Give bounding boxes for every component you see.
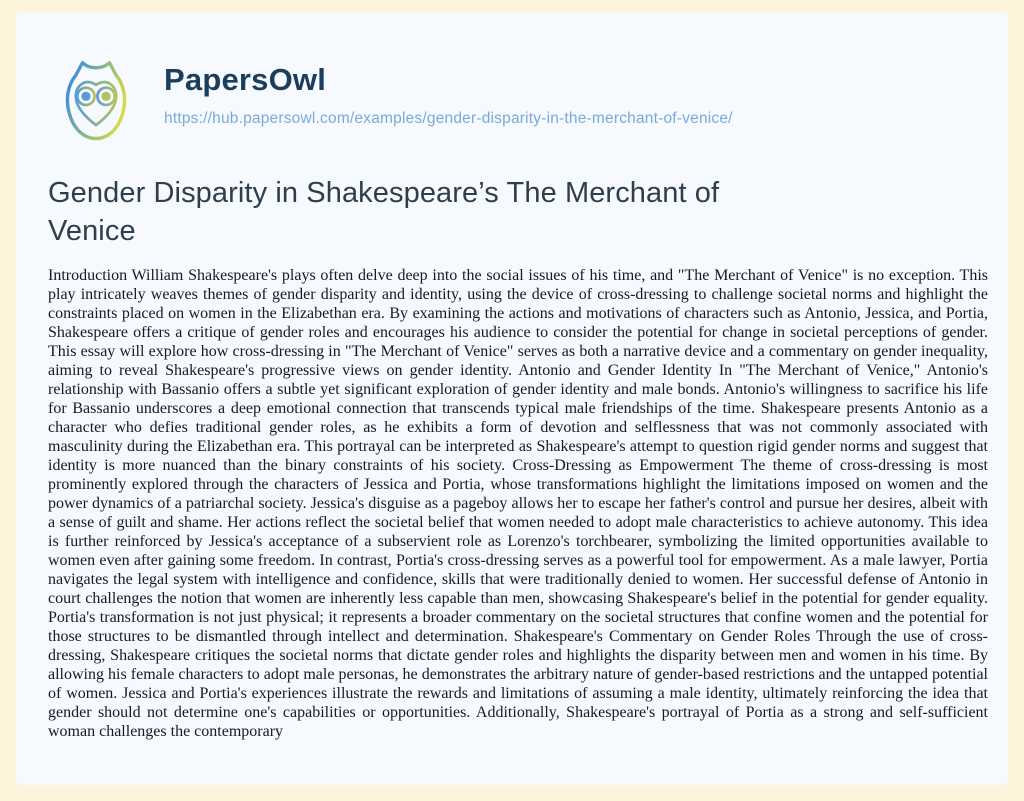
brand-name: PapersOwl (164, 62, 327, 97)
brand-block (164, 56, 733, 128)
site-header (16, 12, 1008, 152)
document-card (16, 12, 1008, 785)
page-title: Gender Disparity in Shakespeare’s The Merchant of Venice (48, 177, 720, 248)
essay-body-text: Introduction William Shakespeare's plays often delve deep into the social issues of his time, and "The Merchant of Venice" is no exception. This play intricately weaves themes of gender disparity and identity, using the device of cross-dressing to challenge societal norms and highlight the constraints placed on women in the Elizabethan era. By examining the actions and motivations of characters such as Antonio, Jessica, and Portia, Shakespeare offers a critique of gender roles and encourages his audience to consider the potential for change in societal perceptions of gender. This essay will explore how cross-dressing in "The Merchant of Venice" serves as both a narrative device and a commentary on gender inequality, aiming to reveal Shakespeare's progressive views on gender identity. Antonio and Gender Identity In "The Merchant of Venice," Antonio's relationship with Bassanio offers a subtle yet significant exploration of gender identity and male bonds. Antonio's willingness to sacrifice his life for Bassanio underscores a deep emotional connection that transcends typical male friendships of the time. Shakespeare presents Antonio as a character who defies traditional gender roles, as he exhibits a form of devotion and selflessness that was not commonly associated with masculinity during the Elizabethan era. This portrayal can be interpreted as Shakespeare's attempt to question rigid gender norms and suggest that identity is more nuanced than the binary constraints of his society. Cross-Dressing as Empowerment The theme of cross-dressing is most prominently explored through the characters of Jessica and Portia, whose transformations highlight the limitations imposed on women and the power dynamics of a patriarchal society. Jessica's disguise as a pageboy allows her to escape her father's control and pursue her desires, albeit with a sense of guilt and shame. Her actions reflect the societal belief that women needed to adopt male characteristics to achieve autonomy. This idea is further reinforced by Jessica's acceptance of a subservient role as Lorenzo's torchbearer, symbolizing the limited opportunities available to women even after gaining some freedom. In contrast, Portia's cross-dressing serves as a powerful tool for empowerment. As a male lawyer, Portia navigates the legal system with intelligence and confidence, skills that were traditionally denied to women. Her successful defense of Antonio in court challenges the notion that women are inherently less capable than men, showcasing Shakespeare's belief in the potential for gender equality. Portia's transformation is not just physical; it represents a broader commentary on the societal structures that confine women and the potential for those structures to be dismantled through intellect and determination. Shakespeare's Commentary on Gender Roles Through the use of cross-dressing, Shakespeare critiques the societal norms that dictate gender roles and highlights the disparity between men and women in his time. By allowing his female characters to adopt male personas, he demonstrates the arbitrary nature of gender-based restrictions and the untapped potential of women. Jessica and Portia's experiences illustrate the rewards and limitations of assuming a male identity, ultimately reinforcing the idea that gender should not determine one's capabilities or opportunities. Additionally, Shakespeare's portrayal of Portia as a strong and self-sufficient woman challenges the contemporary (48, 266, 988, 740)
source-url-link[interactable]: https://hub.papersowl.com/examples/gender-disparity-in-the-merchant-of-venice/ (164, 110, 733, 127)
essay-article (16, 174, 1008, 741)
papersowl-owl-logo-icon (48, 56, 144, 152)
